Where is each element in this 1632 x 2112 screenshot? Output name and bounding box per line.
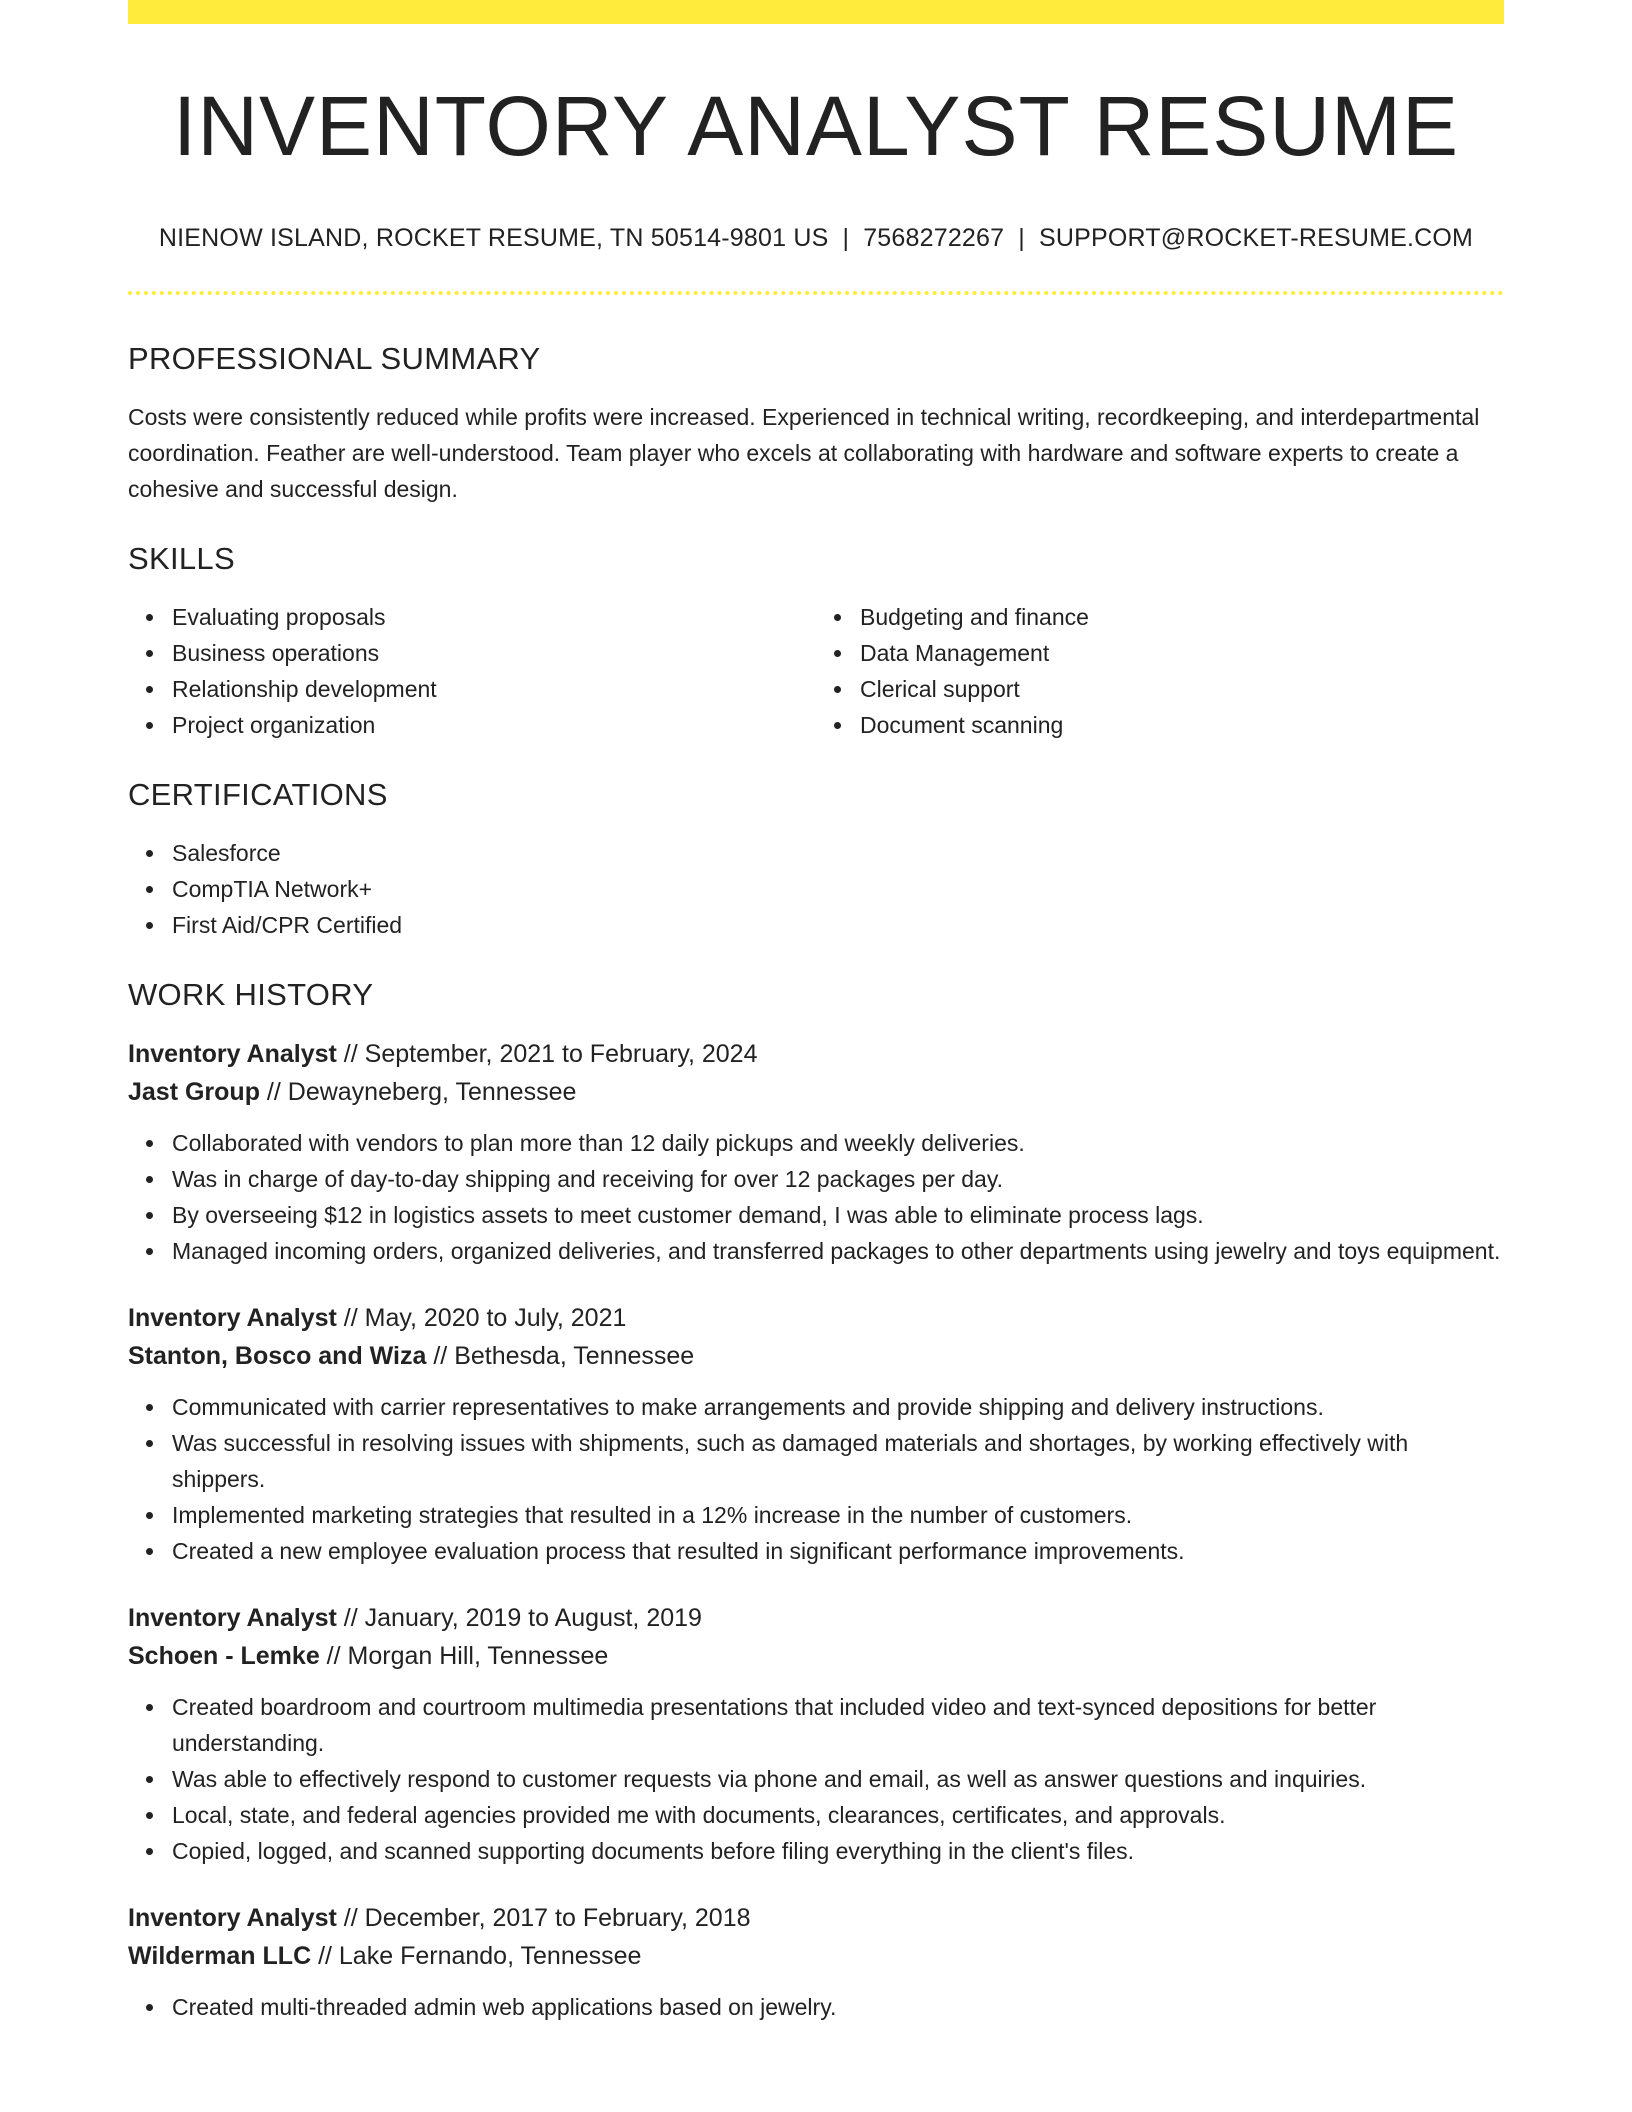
job-title-line [128,1299,1504,1337]
certification-item: Salesforce [172,835,1504,871]
contact-phone: 7568272267 [863,224,1005,252]
skill-item: Document scanning [860,707,1504,743]
skill-item: Budgeting and finance [860,599,1504,635]
certification-item: First Aid/CPR Certified [172,907,1504,943]
accent-top-bar [128,0,1504,24]
job-company-line [128,1937,1504,1975]
skill-item: Evaluating proposals [172,599,816,635]
skill-item: Business operations [172,635,816,671]
job-company-line [128,1637,1504,1675]
job-location: // Dewayneberg, Tennessee [259,1078,577,1106]
job-location: // Bethesda, Tennessee [426,1342,695,1370]
job-dates: // September, 2021 to February, 2024 [336,1040,758,1068]
job-bullet: Was successful in resolving issues with shipments, such as damaged materials and shortages, by working effectively with shippers. [172,1425,1504,1497]
job-dates: // May, 2020 to July, 2021 [336,1304,627,1332]
job-bullets [128,1389,1504,1569]
job-title-line [128,1599,1504,1637]
skills-list-right [816,599,1504,743]
skills-columns [128,599,1504,743]
job-bullets [128,1125,1504,1269]
job-title: Inventory Analyst [128,1304,337,1332]
contact-address: NIENOW ISLAND, ROCKET RESUME, TN 50514-9801 US [158,224,829,252]
job-title: Inventory Analyst [128,1904,337,1932]
job-bullets [128,1689,1504,1869]
job-bullet: Local, state, and federal agencies provided me with documents, clearances, certificates, and approvals. [172,1797,1504,1833]
job-bullet: Was in charge of day-to-day shipping and receiving for over 12 packages per day. [172,1161,1504,1197]
skills-heading: SKILLS [128,541,235,576]
skill-item: Data Management [860,635,1504,671]
job-bullet: Managed incoming orders, organized deliveries, and transferred packages to other departments using jewelry and toys equipment. [172,1233,1504,1269]
certifications-heading: CERTIFICATIONS [128,777,388,812]
job-bullet: Copied, logged, and scanned supporting documents before filing everything in the client's files. [172,1833,1504,1869]
certifications-list [128,835,1504,943]
work-history-heading: WORK HISTORY [128,977,374,1012]
job-entry [128,1899,1504,2025]
contact-separator: | [1018,224,1025,252]
job-dates: // January, 2019 to August, 2019 [336,1604,702,1632]
resume-page [128,0,1504,2025]
certification-item: CompTIA Network+ [172,871,1504,907]
contact-line [128,224,1504,253]
contact-separator: | [842,224,850,252]
job-bullets [128,1989,1504,2025]
job-title: Inventory Analyst [128,1604,337,1632]
job-bullet: Created boardroom and courtroom multimedia presentations that included video and text-synced depositions for better understanding. [172,1689,1504,1761]
job-bullet: By overseeing $12 in logistics assets to meet customer demand, I was able to eliminate process lags. [172,1197,1504,1233]
contact-email: SUPPORT@ROCKET-RESUME.COM [1038,224,1474,252]
dotted-divider [128,291,1504,295]
skills-list-left [128,599,816,743]
resume-title: INVENTORY ANALYST RESUME [173,79,1459,173]
job-bullet: Was able to effectively respond to customer requests via phone and email, as well as answer questions and inquiries. [172,1761,1504,1797]
job-company: Stanton, Bosco and Wiza [128,1342,427,1370]
job-company: Jast Group [128,1078,260,1106]
job-dates: // December, 2017 to February, 2018 [336,1904,751,1932]
job-company-line [128,1337,1504,1375]
job-bullet: Communicated with carrier representatives to make arrangements and provide shipping and delivery instructions. [172,1389,1504,1425]
job-entry [128,1035,1504,1269]
job-location: // Morgan Hill, Tennessee [319,1642,609,1670]
skill-item: Relationship development [172,671,816,707]
summary-text: Costs were consistently reduced while profits were increased. Experienced in technical writing, recordkeeping, and interdepartmental coordination. Feather are well-understood. Team player who excels at collaborating with hardware and software experts to create a cohesive and successful design. [128,404,1480,502]
skill-item: Clerical support [860,671,1504,707]
job-title-line [128,1899,1504,1937]
summary-heading: PROFESSIONAL SUMMARY [128,341,541,376]
job-title-line [128,1035,1504,1073]
job-company-line [128,1073,1504,1111]
job-bullet: Collaborated with vendors to plan more than 12 daily pickups and weekly deliveries. [172,1125,1504,1161]
job-bullet: Created multi-threaded admin web applications based on jewelry. [172,1989,1504,2025]
job-entry [128,1599,1504,1869]
job-bullet: Implemented marketing strategies that resulted in a 12% increase in the number of customers. [172,1497,1504,1533]
job-location: // Lake Fernando, Tennessee [311,1942,642,1970]
skill-item: Project organization [172,707,816,743]
job-title: Inventory Analyst [128,1040,337,1068]
job-company: Wilderman LLC [128,1942,312,1970]
job-bullet: Created a new employee evaluation process that resulted in significant performance improvements. [172,1533,1504,1569]
job-entry [128,1299,1504,1569]
job-company: Schoen - Lemke [128,1642,320,1670]
